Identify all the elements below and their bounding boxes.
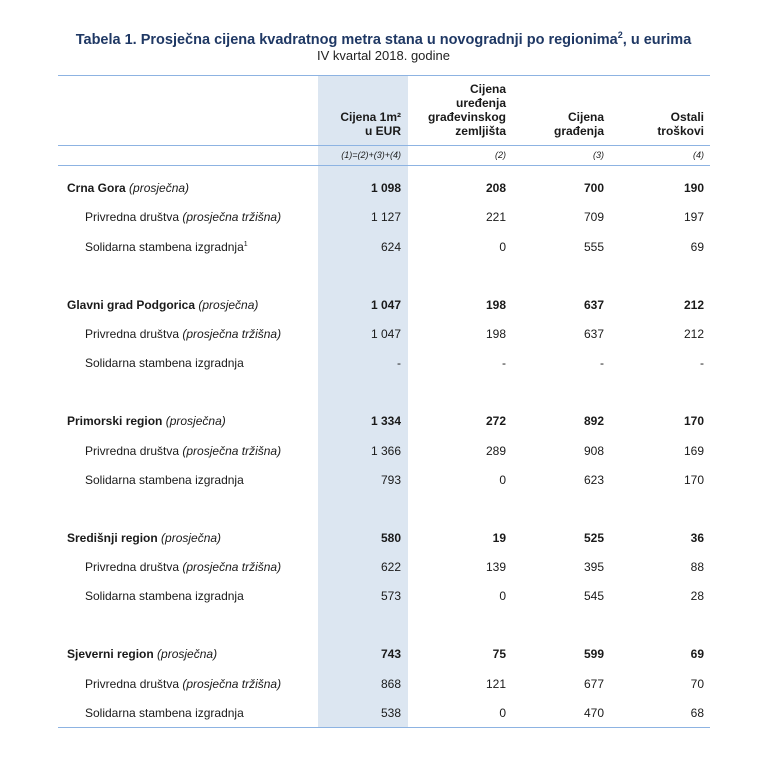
cell-col-2: 198 (485, 327, 506, 341)
row-name: Sjeverni region (67, 647, 154, 661)
table-title (0, 30, 767, 48)
row-qualifier: (prosječna tržišna) (182, 444, 282, 458)
table-row-sub (0, 210, 767, 230)
cell-col-2: - (502, 356, 506, 370)
row-name: Solidarna stambena izgradnja (85, 706, 244, 720)
row-label (67, 181, 189, 195)
row-name: Privredna društva (85, 210, 180, 224)
cell-col-4: 69 (690, 240, 704, 254)
column-header-line: Cijena (567, 110, 604, 124)
column-header-3 (554, 110, 604, 138)
table-row-region (0, 647, 767, 667)
cell-col-4: 69 (690, 647, 704, 661)
column-header-line: troškovi (657, 124, 704, 138)
row-name: Solidarna stambena izgradnja (85, 240, 244, 254)
row-label (85, 327, 281, 341)
column-header-4 (657, 110, 704, 138)
table-row-sub (0, 356, 767, 376)
formula-cell: (1)=(2)+(3)+(4) (341, 150, 401, 160)
cell-col-1: - (397, 356, 401, 370)
cell-col-1: 793 (380, 473, 401, 487)
top-rule (58, 75, 710, 76)
footnote-marker: 1 (243, 241, 248, 248)
row-label (85, 473, 244, 487)
cell-col-1: 868 (380, 677, 401, 691)
row-name: Solidarna stambena izgradnja (85, 589, 244, 603)
cell-col-4: 190 (683, 181, 704, 195)
column-header-line: građenja (553, 124, 604, 138)
table-row-region (0, 181, 767, 201)
bottom-rule (58, 727, 710, 728)
cell-col-2: 121 (485, 677, 506, 691)
table-row-sub (0, 444, 767, 464)
cell-col-3: 623 (583, 473, 604, 487)
column-header-line: građevinskog (427, 110, 506, 124)
row-name: Primorski region (67, 414, 163, 428)
cell-col-2: 289 (485, 444, 506, 458)
table-row-sub (0, 589, 767, 609)
table-title-suffix: , u eurima (622, 31, 692, 48)
cell-col-4: 28 (690, 589, 704, 603)
table-row-region (0, 298, 767, 318)
row-name: Glavni grad Podgorica (67, 298, 196, 312)
row-label (85, 356, 244, 370)
cell-col-1: 1 366 (370, 444, 401, 458)
cell-col-1: 580 (380, 531, 401, 545)
formula-cell: (4) (693, 150, 704, 160)
row-name: Solidarna stambena izgradnja (85, 356, 244, 370)
row-label (67, 298, 258, 312)
column-header-line: Cijena 1m² (340, 110, 401, 124)
row-label (85, 706, 244, 720)
cell-col-3: 677 (583, 677, 604, 691)
column-header-line: zemljišta (455, 124, 506, 138)
cell-col-4: - (700, 356, 704, 370)
cell-col-4: 36 (690, 531, 704, 545)
row-qualifier: (prosječna tržišna) (182, 327, 282, 341)
row-name: Središnji region (67, 531, 158, 545)
table-row-region (0, 414, 767, 434)
cell-col-3: 637 (583, 298, 604, 312)
cell-col-1: 624 (380, 240, 401, 254)
cell-col-1: 1 047 (370, 327, 401, 341)
column-header-line: u EUR (365, 124, 401, 138)
row-qualifier: (prosječna) (165, 414, 226, 428)
cell-col-2: 198 (485, 298, 506, 312)
row-qualifier: (prosječna) (157, 647, 218, 661)
header-rule (58, 145, 710, 146)
cell-col-4: 212 (683, 327, 704, 341)
row-qualifier: (prosječna tržišna) (182, 560, 282, 574)
row-qualifier: (prosječna tržišna) (182, 210, 282, 224)
table-row-region (0, 531, 767, 551)
highlighted-column-background (318, 76, 408, 728)
table-row-sub (0, 677, 767, 697)
cell-col-1: 1 098 (370, 181, 401, 195)
column-header-line: Ostali (670, 110, 704, 124)
cell-col-3: 395 (583, 560, 604, 574)
table-row-sub (0, 240, 767, 260)
cell-col-3: 555 (583, 240, 604, 254)
column-header-line: Cijena (469, 82, 506, 96)
cell-col-1: 1 334 (370, 414, 401, 428)
row-name: Privredna društva (85, 560, 180, 574)
row-label (85, 677, 281, 691)
row-name: Solidarna stambena izgradnja (85, 473, 244, 487)
table-row-sub (0, 327, 767, 347)
cell-col-2: 272 (485, 414, 506, 428)
cell-col-1: 573 (380, 589, 401, 603)
cell-col-4: 169 (683, 444, 704, 458)
cell-col-4: 68 (690, 706, 704, 720)
cell-col-4: 197 (683, 210, 704, 224)
cell-col-2: 19 (492, 531, 506, 545)
row-label (67, 531, 221, 545)
cell-col-3: - (600, 356, 604, 370)
cell-col-3: 700 (583, 181, 604, 195)
row-label (85, 210, 281, 224)
column-header-1 (340, 110, 401, 138)
row-qualifier: (prosječna) (129, 181, 190, 195)
cell-col-4: 170 (683, 414, 704, 428)
row-label (67, 414, 226, 428)
row-qualifier: (prosječna tržišna) (182, 677, 282, 691)
row-qualifier: (prosječna) (161, 531, 222, 545)
table-row-sub (0, 706, 767, 726)
cell-col-4: 88 (690, 560, 704, 574)
cell-col-2: 221 (485, 210, 506, 224)
row-qualifier: (prosječna) (198, 298, 259, 312)
table-title-text: Tabela 1. Prosječna cijena kvadratnog metra stana u novogradnji po regionima (75, 31, 618, 48)
row-name: Privredna društva (85, 444, 180, 458)
row-name: Crna Gora (67, 181, 126, 195)
column-header-line: uređenja (455, 96, 506, 110)
formula-cell: (3) (593, 150, 604, 160)
column-header-2 (428, 82, 506, 138)
cell-col-1: 622 (380, 560, 401, 574)
table-row-sub (0, 473, 767, 493)
title-footnote-marker: 2 (617, 30, 623, 40)
cell-col-2: 208 (485, 181, 506, 195)
formula-cell: (2) (495, 150, 506, 160)
row-name: Privredna društva (85, 677, 180, 691)
cell-col-1: 1 047 (370, 298, 401, 312)
cell-col-2: 0 (499, 706, 506, 720)
cell-col-2: 0 (499, 473, 506, 487)
cell-col-3: 525 (583, 531, 604, 545)
cell-col-4: 170 (683, 473, 704, 487)
row-label (85, 589, 244, 603)
table-subtitle: IV kvartal 2018. godine (317, 48, 450, 63)
table-row-sub (0, 560, 767, 580)
cell-col-2: 75 (492, 647, 506, 661)
cell-col-3: 709 (583, 210, 604, 224)
row-name: Privredna društva (85, 327, 180, 341)
cell-col-1: 1 127 (370, 210, 401, 224)
cell-col-3: 470 (583, 706, 604, 720)
cell-col-4: 70 (690, 677, 704, 691)
cell-col-1: 743 (380, 647, 401, 661)
cell-col-3: 908 (583, 444, 604, 458)
cell-col-4: 212 (683, 298, 704, 312)
cell-col-3: 545 (583, 589, 604, 603)
formula-rule (58, 165, 710, 166)
cell-col-3: 892 (583, 414, 604, 428)
row-label (85, 444, 281, 458)
cell-col-3: 599 (583, 647, 604, 661)
cell-col-3: 637 (583, 327, 604, 341)
cell-col-2: 139 (485, 560, 506, 574)
cell-col-2: 0 (499, 589, 506, 603)
row-label (67, 647, 217, 661)
cell-col-2: 0 (499, 240, 506, 254)
row-label (85, 560, 281, 574)
cell-col-1: 538 (380, 706, 401, 720)
row-label (85, 240, 248, 254)
